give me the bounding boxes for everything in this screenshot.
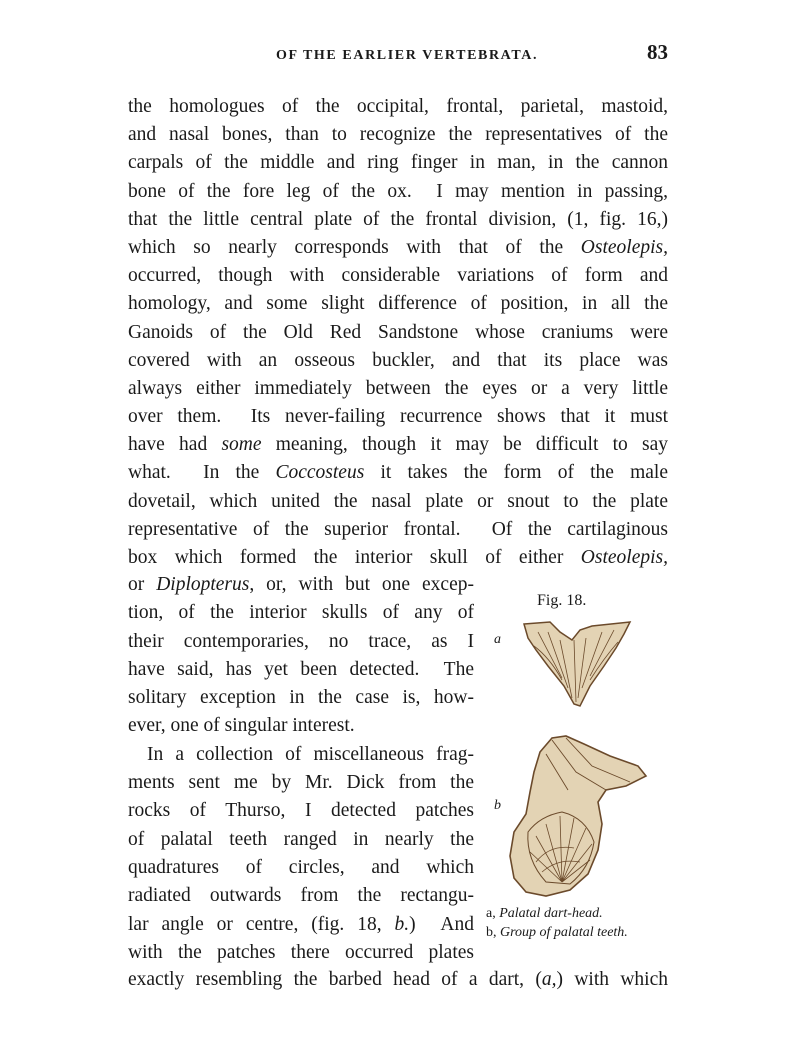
text-line: carpals of the middle and ring finger in man, in the cannon [128, 152, 668, 174]
text-line: of palatal teeth ranged in nearly the [128, 828, 474, 850]
palatal-dart-head-illustration [520, 618, 636, 712]
text-line: always either immediately between the eyes or a very little [128, 377, 668, 399]
text-line: representative of the superior frontal. Of the cartilaginous [128, 518, 668, 540]
text-line: which so nearly corresponds with that of the Osteolepis, [128, 236, 668, 258]
text-line: In a collection of miscellaneous frag- [147, 743, 474, 765]
figure-legend [486, 904, 628, 942]
text-line: solitary exception in the case is, how- [128, 687, 474, 709]
text-line: ever, one of singular interest. [128, 715, 355, 737]
text-line: box which formed the interior skull of either Osteolepis, [128, 547, 668, 568]
text-line: or Diplopterus, or, with but one excep- [128, 574, 474, 595]
body-text-beside-figure [128, 571, 474, 967]
text-line: lar angle or centre, (fig. 18, b.) And [128, 913, 474, 935]
text-line: their contemporaries, no trace, as I [128, 630, 474, 652]
figure-label-b: b [494, 798, 501, 813]
text-line: over them. Its never-failing recurrence shows that it must [128, 406, 668, 428]
text-line: with the patches there occurred plates [128, 941, 474, 963]
text-line: have had some meaning, though it may be difficult to say [128, 434, 669, 456]
page-header [128, 40, 668, 70]
text-line: ments sent me by Mr. Dick from the [128, 772, 474, 794]
legend-item-b: b, Group of palatal teeth. [486, 925, 628, 940]
palatal-teeth-group-illustration [506, 732, 648, 898]
text-line: the homologues of the occipital, frontal, parietal, mastoid, [128, 96, 668, 117]
text-line: covered with an osseous buckler, and that its place was [128, 349, 668, 371]
text-line: rocks of Thurso, I detected patches [128, 800, 474, 822]
figure-label-a: a [494, 632, 501, 647]
text-line: quadratures of circles, and which [128, 856, 474, 878]
text-line: what. In the Coccosteus it takes the form of the male [128, 462, 668, 484]
text-line: bone of the fore leg of the ox. I may mention in passing, [128, 180, 668, 202]
body-text-full-width [128, 93, 668, 572]
text-line: radiated outwards from the rectangu- [128, 885, 474, 907]
text-line: that the little central plate of the frontal division, (1, fig. 16,) [128, 208, 668, 230]
page-number: 83 [647, 40, 668, 64]
text-line: exactly resembling the barbed head of a dart, (a,) with which [128, 969, 668, 990]
text-line: homology, and some slight difference of position, in all the [128, 293, 668, 315]
figure-caption: Fig. 18. [537, 592, 587, 609]
text-line: tion, of the interior skulls of any of [128, 602, 474, 624]
text-line: have said, has yet been detected. The [128, 658, 474, 680]
text-line: Ganoids of the Old Red Sandstone whose craniums were [128, 321, 668, 343]
text-line: and nasal bones, than to recognize the representatives of the [128, 124, 668, 146]
running-head: OF THE EARLIER VERTEBRATA. [276, 48, 539, 63]
text-line: occurred, though with considerable variations of form and [128, 265, 668, 287]
text-line: dovetail, which united the nasal plate or snout to the plate [128, 490, 668, 512]
legend-item-a: a, Palatal dart-head. [486, 906, 603, 921]
body-text-last-line [128, 966, 668, 994]
